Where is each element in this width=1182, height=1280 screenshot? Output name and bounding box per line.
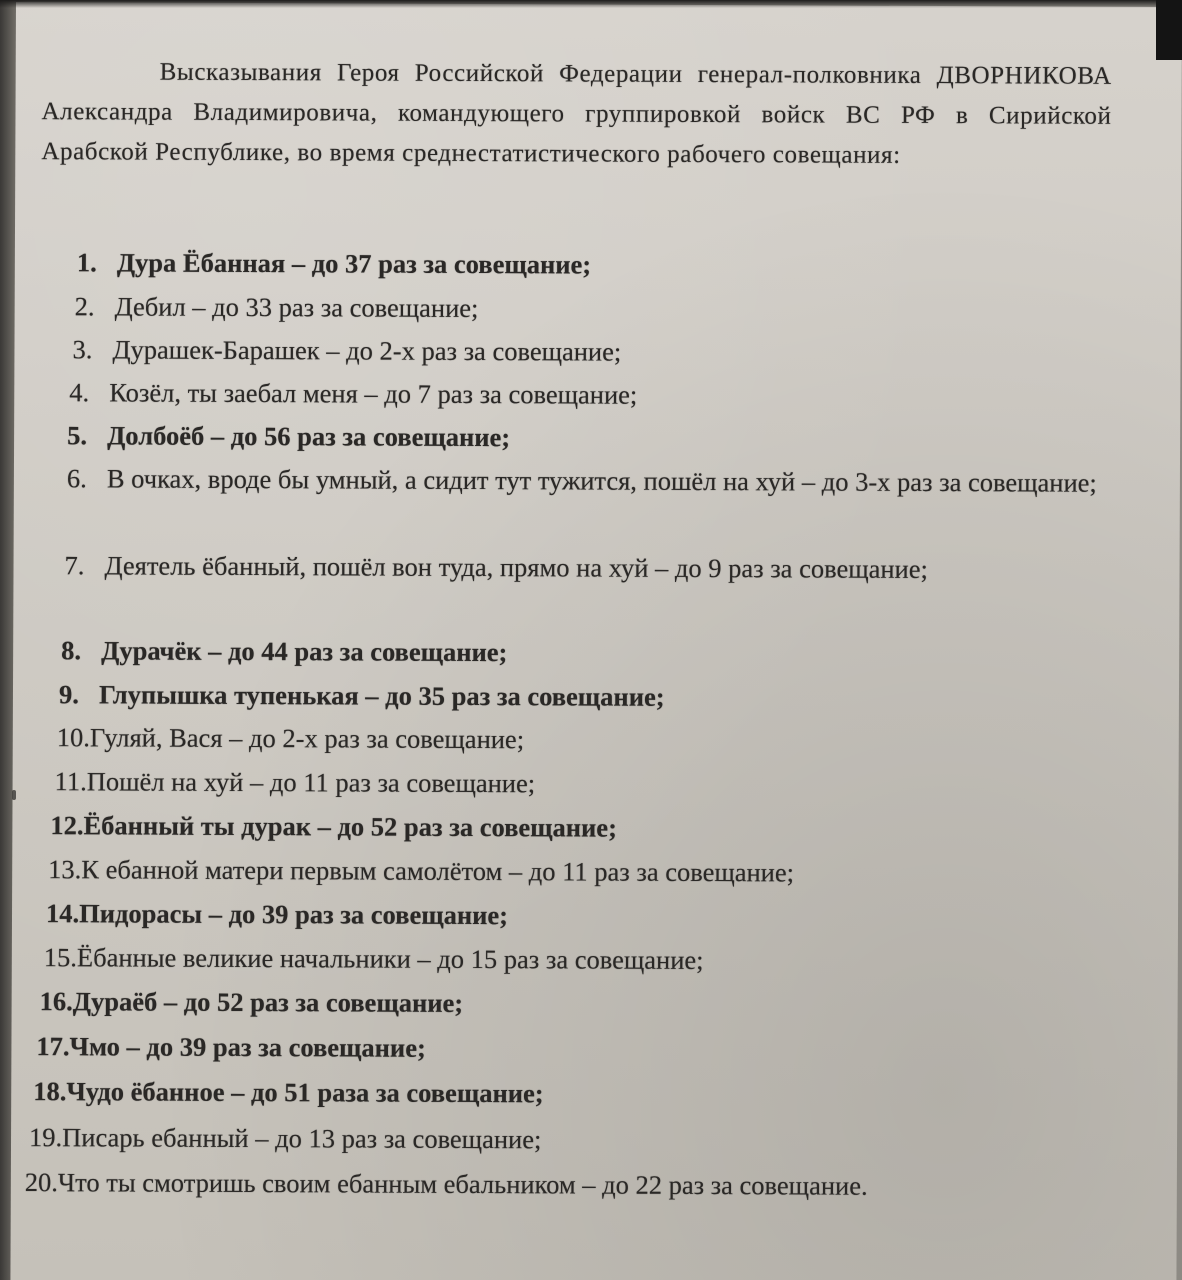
- item-number: 9.: [58, 679, 79, 710]
- item-text: Долбоёб – до 56 раз за совещание;: [107, 420, 511, 453]
- list-item-16: [40, 979, 464, 1025]
- paper-sheet: [10, 2, 1182, 1280]
- list-item-1: [77, 240, 591, 286]
- item-number: 3.: [72, 334, 93, 365]
- list-item-2: [75, 284, 479, 330]
- item-text: Что ты смотришь своим ебанным ебальником – до 22 раз за совещание.: [57, 1167, 868, 1201]
- item-number: 19.: [28, 1122, 63, 1153]
- item-number: 11.: [54, 766, 87, 797]
- item-text: Ёбанные великие начальники – до 15 раз за совещание;: [76, 942, 704, 976]
- item-number: 18.: [33, 1076, 67, 1107]
- list-item-6: [67, 457, 1133, 504]
- item-text: Пошёл на хуй – до 11 раз за совещание;: [86, 766, 536, 799]
- list-item-3: [72, 327, 621, 373]
- item-number: 4.: [69, 377, 90, 408]
- item-text: Дура Ёбанная – до 37 раз за совещание;: [116, 247, 592, 280]
- item-text: Ёбанный ты дурак – до 52 раз за совещание;: [83, 810, 617, 843]
- item-text: Глупышка тупенькая – до 35 раз за совещание;: [98, 679, 665, 712]
- paper-top-shadow: [0, 0, 1182, 8]
- list-item-4: [69, 370, 637, 416]
- item-text: Козёл, ты заебал меня – до 7 раз за совещание;: [109, 377, 638, 410]
- list-item-18: [33, 1069, 544, 1115]
- item-text: К ебанной матери первым самолётом – до 11 раз за совещание;: [81, 854, 795, 888]
- item-number: 14.: [45, 898, 80, 929]
- item-text: Дураёб – до 52 раз за совещание;: [72, 986, 464, 1018]
- list-item-12: [50, 803, 617, 849]
- item-text: Пидорасы – до 39 раз за совещание;: [79, 898, 509, 931]
- item-text: Дурашек-Барашек – до 2-х раз за совещание;: [112, 334, 622, 367]
- item-number: 10.: [56, 722, 90, 753]
- list-item-7: [64, 544, 1130, 591]
- item-text: Деятель ёбанный, пошёл вон туда, прямо на хуй – до 9 раз за совещание;: [104, 550, 928, 584]
- list-item-11: [55, 759, 536, 805]
- item-number: 7.: [64, 550, 85, 581]
- item-number: 8.: [61, 635, 82, 666]
- list-item-20: [25, 1160, 868, 1208]
- dark-corner: [1156, 0, 1182, 60]
- list-item-19: [29, 1115, 542, 1161]
- item-number: 5.: [67, 420, 88, 451]
- item-number: 6.: [66, 463, 87, 494]
- item-text: Чмо – до 39 раз за совещание;: [69, 1031, 426, 1063]
- item-text: Дебил – до 33 раз за совещание;: [114, 291, 479, 324]
- list-item-5: [67, 413, 510, 459]
- item-number: 12.: [50, 810, 84, 841]
- ink-speck: [12, 790, 16, 800]
- item-number: 15.: [43, 942, 78, 973]
- item-number: 13.: [48, 854, 82, 885]
- item-text: В очках, вроде бы умный, а сидит тут тужится, пошёл на хуй – до 3-х раз за совещание;: [106, 463, 1097, 498]
- item-number: 17.: [36, 1031, 70, 1062]
- document-intro: Высказывания Героя Российской Федерации генерал-полковника ДВОРНИКОВА Александра Владимировича, командующего группировкой войск ВС РФ в Сирийской Арабской Республике, во время среднестатистического рабочего совещания:: [41, 58, 1112, 169]
- list-item-13: [48, 847, 794, 894]
- list-item-8: [61, 628, 507, 674]
- item-text: Дурачёк – до 44 раз за совещание;: [101, 635, 508, 668]
- list-item-15: [44, 935, 704, 982]
- list-item-17: [36, 1024, 426, 1070]
- item-text: Гуляй, Вася – до 2-х раз за совещание;: [89, 722, 525, 755]
- item-number: 1.: [76, 247, 97, 278]
- item-text: Чудо ёбанное – до 51 раза за совещание;: [66, 1076, 544, 1109]
- item-number: 2.: [74, 291, 95, 322]
- item-number: 16.: [39, 986, 73, 1017]
- list-item-9: [59, 672, 665, 719]
- item-number: 20.: [24, 1167, 59, 1198]
- list-item-10: [57, 715, 525, 761]
- item-text: Писарь ебанный – до 13 раз за совещание;: [62, 1122, 542, 1155]
- list-item-14: [46, 891, 508, 937]
